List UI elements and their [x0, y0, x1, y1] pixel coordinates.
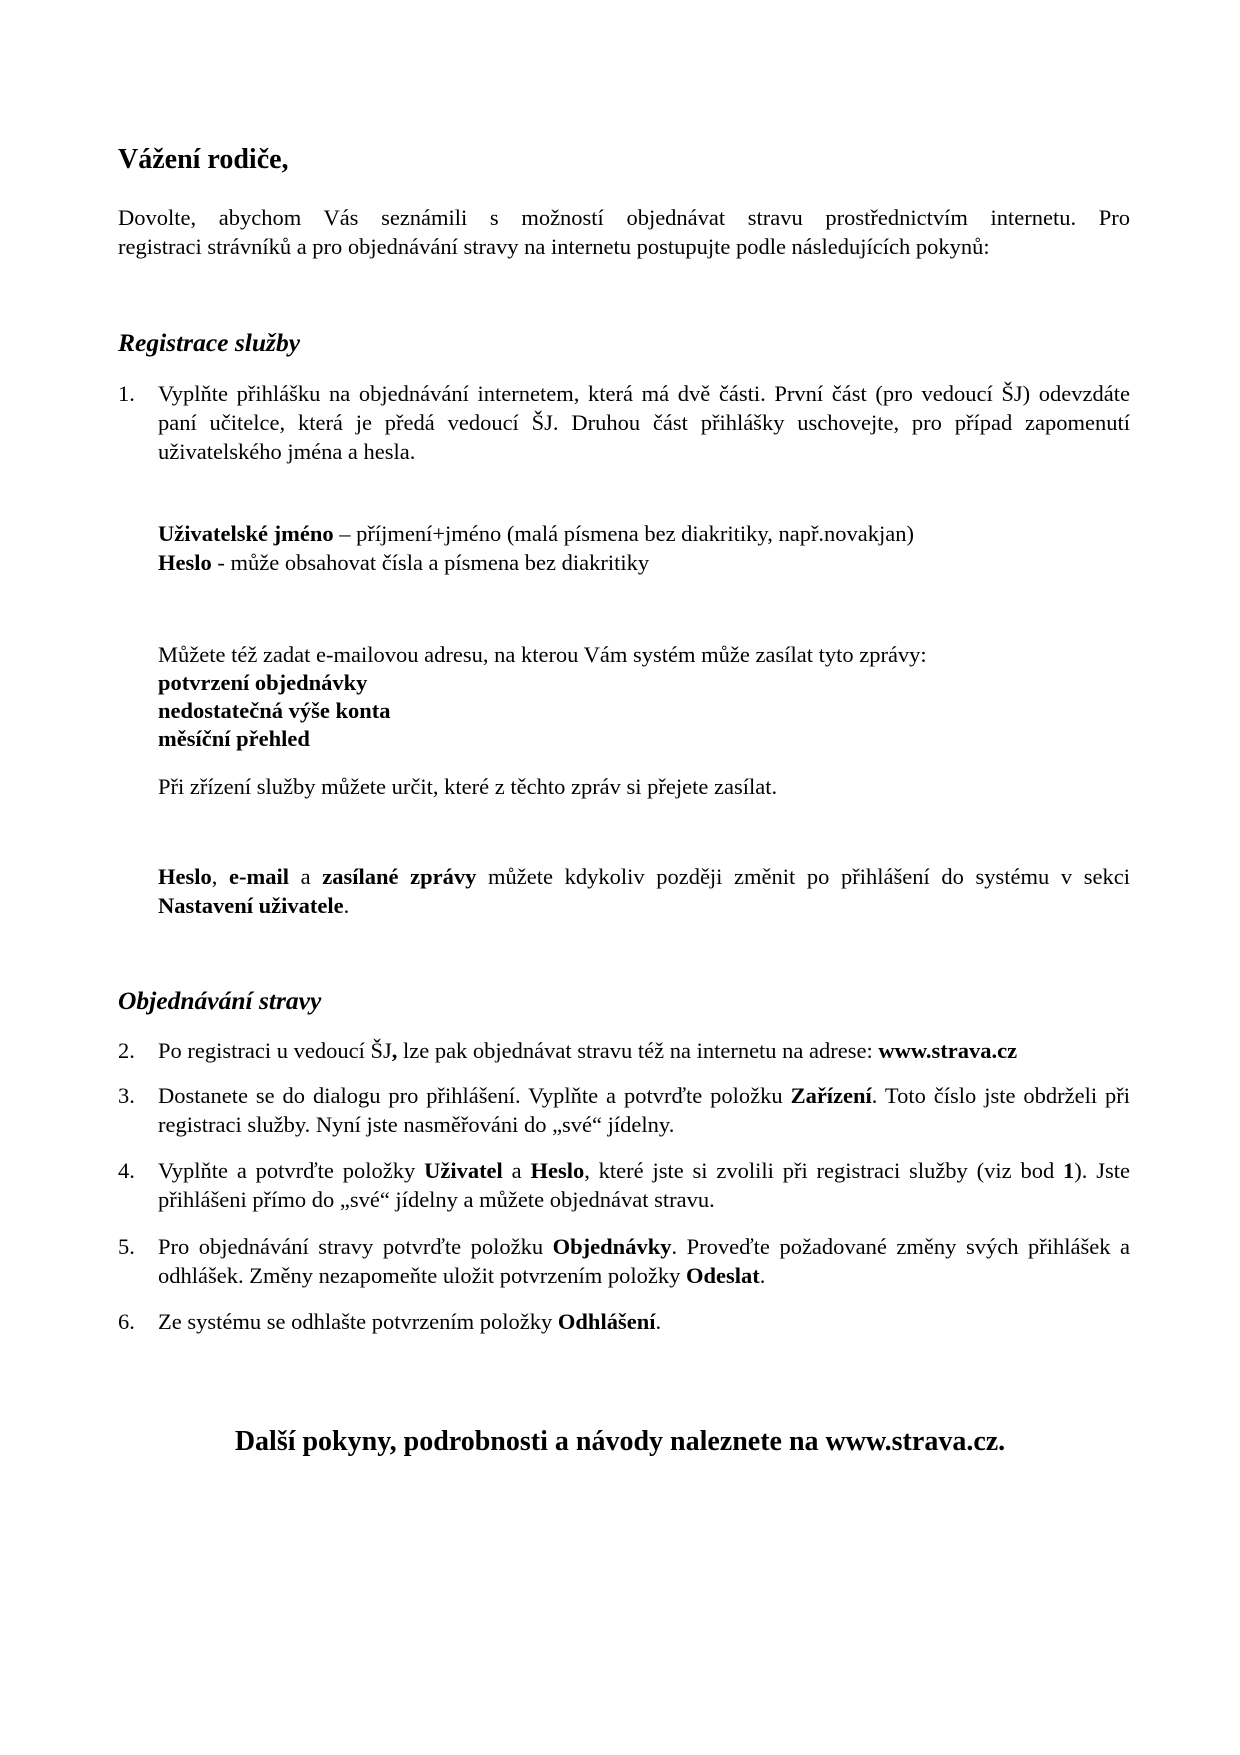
text-run: . Proveďte požadované změny svých přihlášek a odhlášek. Změny nezapomeňte uložit potvrzením položky — [158, 1234, 1130, 1288]
bold-term: zasílané zprávy — [322, 864, 477, 889]
bold-term: , — [391, 1038, 398, 1063]
list-item-text — [158, 1156, 1130, 1214]
message-type-item: potvrzení objednávky — [158, 670, 368, 695]
text-run: , — [211, 864, 230, 889]
bold-term: Zařízení — [790, 1083, 872, 1108]
text-run: lze pak objednávat stravu též na internetu na adrese: — [397, 1038, 879, 1063]
username-line — [158, 519, 1130, 548]
intro-paragraph — [118, 203, 1130, 261]
message-type-item: měsíční přehled — [158, 726, 310, 751]
list-item-number: 6. — [118, 1309, 135, 1334]
password-label: Heslo — [158, 550, 212, 575]
bold-term: 1 — [1063, 1158, 1075, 1183]
text-run: Pro objednávání stravy potvrďte položku — [158, 1234, 553, 1259]
username-label: Uživatelské jméno — [158, 521, 334, 546]
bold-term: Odeslat — [685, 1263, 760, 1288]
message-type-item: nedostatečná výše konta — [158, 698, 391, 723]
section-heading-registrace: Registrace služby — [118, 328, 301, 357]
list-item-text — [158, 1081, 1130, 1139]
text-run: Vyplňte a potvrďte položky — [158, 1158, 425, 1183]
list-item-text — [158, 1036, 1130, 1065]
list-item-text — [158, 1232, 1130, 1290]
text-run: Po registraci u vedoucí ŠJ — [158, 1038, 392, 1063]
email-intro-text: Můžete též zadat e-mailovou adresu, na kterou Vám systém může zasílat tyto zprávy: — [158, 642, 927, 667]
change-settings-paragraph — [158, 862, 1130, 920]
text-run: , které jste si zvolili při registraci služby (viz bod — [584, 1158, 1064, 1183]
bold-term: Objednávky — [552, 1234, 672, 1259]
text-run: Dostanete se do dialogu pro přihlášení. Vyplňte a potvrďte položku — [158, 1083, 791, 1108]
bold-term: Odhlášení — [557, 1309, 656, 1334]
intro-line-1: Dovolte, abychom Vás seznámili s možností objednávat stravu prostřednictvím internetu. Pro — [118, 205, 1130, 230]
intro-line-2: registraci strávníků a pro objednávání stravy na internetu postupujte podle následujících pokynů: — [118, 234, 990, 259]
bold-term: Nastavení uživatele — [158, 893, 344, 918]
footer-note: Další pokyny, podrobnosti a návody naleznete na www.strava.cz. — [234, 1426, 1006, 1457]
bold-term: e-mail — [229, 864, 289, 889]
message-types-list — [158, 669, 391, 753]
text-run: a — [502, 1158, 531, 1183]
password-desc: - může obsahovat čísla a písmena bez diakritiky — [211, 550, 650, 575]
text-run: ). Jste přihlášeni přímo do „své“ jídelny a můžete objednávat stravu. — [158, 1158, 1130, 1212]
choose-messages-text: Při zřízení služby můžete určit, které z těchto zpráv si přejete zasílat. — [158, 774, 778, 799]
list-item-text — [158, 1307, 1130, 1336]
password-line — [158, 548, 1130, 577]
website-link-text: www.strava.cz — [878, 1038, 1018, 1063]
list-item-number: 5. — [118, 1234, 135, 1259]
username-desc: – příjmení+jméno (malá písmena bez diakritiky, např.novakjan) — [333, 521, 915, 546]
section-heading-objednavani: Objednávání stravy — [118, 986, 322, 1015]
bold-term: Heslo — [530, 1158, 585, 1183]
text-run: . — [655, 1309, 662, 1334]
text-run: . — [343, 893, 350, 918]
bold-term: Uživatel — [424, 1158, 503, 1183]
list-item-text: Vyplňte přihlášku na objednávání internetem, která má dvě části. První část (pro vedoucí ŠJ) odevzdáte paní učitelce, která je předá vedoucí ŠJ. Druhou část přihlášky uschovejte, pro případ zapomenutí uživatelského jména a hesla. — [158, 381, 1130, 464]
text-run: . — [759, 1263, 766, 1288]
list-item-number: 3. — [118, 1083, 135, 1108]
list-item-number: 2. — [118, 1038, 135, 1063]
greeting-heading: Vážení rodiče, — [118, 144, 289, 175]
text-run: můžete kdykoliv později změnit po přihlášení do systému v sekci — [476, 864, 1131, 889]
list-item-number: 4. — [118, 1158, 135, 1183]
bold-term: Heslo — [158, 864, 212, 889]
list-item-number: 1. — [118, 381, 135, 406]
text-run: a — [289, 864, 323, 889]
text-run: Ze systému se odhlašte potvrzením položky — [158, 1309, 558, 1334]
text-run: . Toto číslo jste obdrželi při registraci služby. Nyní jste nasměřováni do „své“ jídelny. — [158, 1083, 1130, 1137]
credentials-block — [158, 519, 1130, 577]
